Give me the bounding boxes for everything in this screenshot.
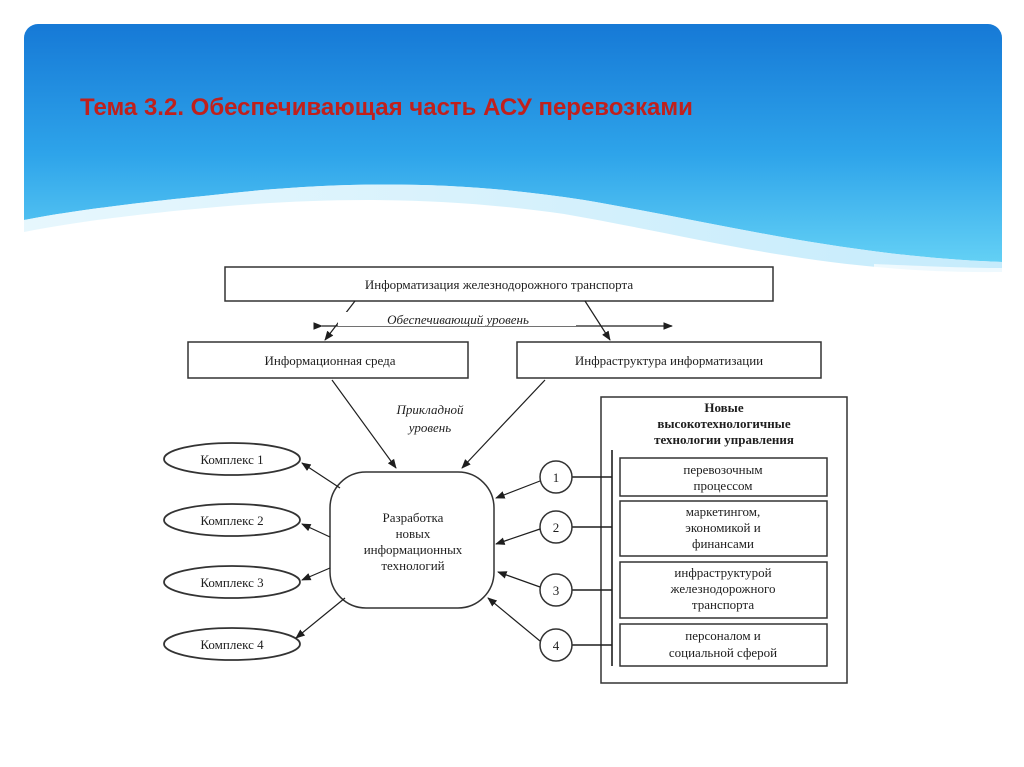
applied-level-line-2: уровень bbox=[408, 420, 452, 435]
applied-level-line-1: Прикладной bbox=[396, 402, 464, 417]
tech-item-3-line-1: инфраструктурой bbox=[674, 565, 772, 580]
tech-item-1-line-2: процессом bbox=[693, 478, 753, 493]
support-level-label: Обеспечивающий уровень bbox=[387, 312, 529, 327]
arrow-circle-4-center bbox=[488, 598, 540, 641]
tech-item-3-line-2: железнодорожного bbox=[670, 581, 776, 596]
complex-4-label: Комплекс 4 bbox=[200, 637, 264, 652]
tech-item-4-line-2: социальной сферой bbox=[668, 645, 778, 660]
tech-item-2-line-2: экономикой и bbox=[685, 520, 761, 535]
arrow-infra-to-center bbox=[462, 380, 545, 468]
panel-title-line-3: технологии управления bbox=[654, 432, 794, 447]
tech-item-1-line-1: перевозочным bbox=[683, 462, 763, 477]
number-1-label: 1 bbox=[552, 470, 560, 485]
number-3-label: 3 bbox=[552, 583, 560, 598]
top-box-label: Информатизация железнодорожного транспорта bbox=[364, 277, 634, 292]
arrow-center-complex-4 bbox=[296, 598, 345, 638]
info-env-label: Информационная среда bbox=[264, 353, 396, 368]
complex-1-label: Комплекс 1 bbox=[200, 452, 264, 467]
arrow-circle-3-center bbox=[498, 572, 540, 587]
center-line-3: информационных bbox=[363, 542, 463, 557]
connector-top-right bbox=[585, 301, 610, 340]
center-line-4: технологий bbox=[381, 558, 445, 573]
arrow-center-complex-1 bbox=[302, 463, 340, 488]
number-4-label: 4 bbox=[552, 638, 560, 653]
center-line-2: новых bbox=[395, 526, 431, 541]
tech-item-4-line-1: персоналом и bbox=[685, 628, 761, 643]
arrow-circle-1-center bbox=[496, 481, 540, 498]
tech-item-3-line-3: транспорта bbox=[691, 597, 755, 612]
arrow-center-complex-2 bbox=[302, 524, 330, 537]
arrow-circle-2-center bbox=[496, 529, 540, 544]
infrastructure-label: Инфраструктура информатизации bbox=[574, 353, 764, 368]
tech-item-2-line-1: маркетингом, bbox=[685, 504, 761, 519]
arrow-env-to-center bbox=[332, 380, 396, 468]
number-2-label: 2 bbox=[552, 520, 560, 535]
complex-2-label: Комплекс 2 bbox=[200, 513, 264, 528]
complex-3-label: Комплекс 3 bbox=[200, 575, 264, 590]
arrow-center-complex-3 bbox=[302, 568, 330, 580]
panel-title-line-2: высокотехнологичные bbox=[657, 416, 791, 431]
center-line-1: Разработка bbox=[382, 510, 444, 525]
panel-title-line-1: Новые bbox=[704, 400, 744, 415]
slide-title: Тема 3.2. Обеспечивающая часть АСУ перевозками bbox=[80, 94, 693, 121]
tech-item-2-line-3: финансами bbox=[692, 536, 754, 551]
